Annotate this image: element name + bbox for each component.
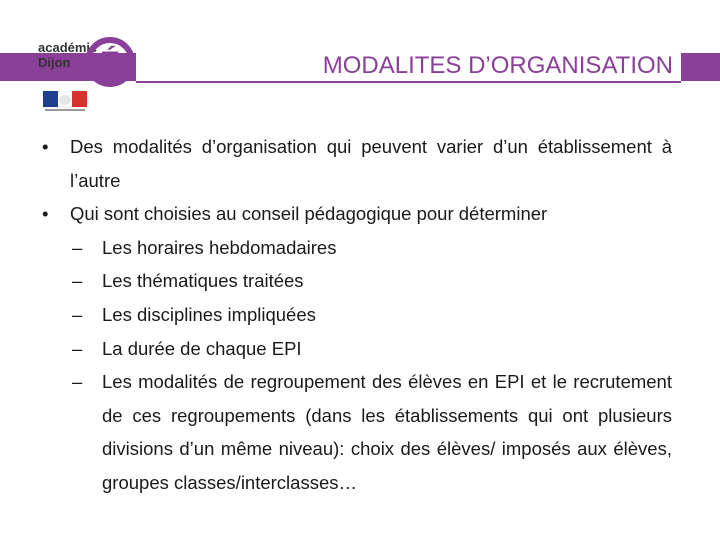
academie-dijon-logo bbox=[38, 22, 134, 92]
marianne-icon bbox=[59, 95, 71, 105]
bullet-list bbox=[40, 130, 672, 500]
republique-francaise-flag bbox=[43, 91, 87, 113]
sub-bullet-text: Les disciplines impliquées bbox=[102, 303, 316, 325]
title-box bbox=[136, 49, 681, 83]
logo-letter: É bbox=[99, 46, 121, 79]
sub-bullet-item bbox=[40, 231, 672, 265]
bullet-item bbox=[40, 197, 672, 231]
bullet-text: Des modalités d’organisation qui peuvent varier d’un établissement à l’autre bbox=[70, 136, 672, 191]
bullet-marker: • bbox=[42, 136, 49, 157]
sub-bullet-marker: – bbox=[72, 303, 83, 325]
sub-bullet-marker: – bbox=[72, 371, 83, 393]
logo-text-dijon: Dijon bbox=[38, 55, 71, 70]
sub-bullet-item bbox=[40, 332, 672, 366]
sub-bullet-marker: – bbox=[72, 337, 83, 359]
sub-bullet-text: Les horaires hebdomadaires bbox=[102, 236, 337, 258]
sub-bullet-marker: – bbox=[72, 270, 83, 292]
sub-bullet-text: Les thématiques traitées bbox=[102, 270, 304, 292]
flag-motto-line bbox=[45, 109, 85, 111]
bullet-item bbox=[40, 130, 672, 197]
bullet-marker: • bbox=[42, 203, 49, 225]
sub-bullet-text: La durée de chaque EPI bbox=[102, 337, 302, 359]
sub-bullet-item bbox=[40, 365, 672, 499]
sub-bullet-item bbox=[40, 264, 672, 298]
sub-bullet-item bbox=[40, 298, 672, 332]
bullet-text: Qui sont choisies au conseil pédagogique pour déterminer bbox=[70, 203, 548, 225]
sub-bullet-marker: – bbox=[72, 236, 83, 258]
slide-title: MODALITES D’ORGANISATION bbox=[322, 52, 673, 79]
sub-bullet-text: Les modalités de regroupement des élèves en EPI et le recrutement de ces regroupements (dans les établissements qui ont plusieurs divisions d’un même niveau): choix des élèves/ imposés aux élèves, groupes classes/interclasses… bbox=[102, 371, 672, 493]
logo-text-academie: académie bbox=[38, 40, 98, 55]
